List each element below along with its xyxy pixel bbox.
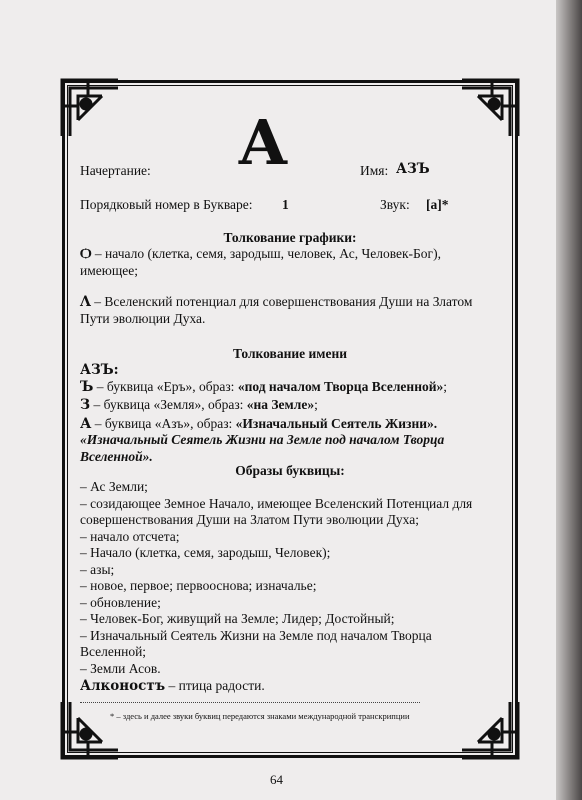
alkonost-text: – птица радости. [165, 678, 265, 693]
graphic-item2-text2: Пути эволюции Духа. [80, 310, 206, 326]
yer-image: «под началом Творца Вселенной» [237, 378, 444, 394]
sound-value: [а]* [426, 197, 449, 212]
zemlya-image: «на Земле» [246, 397, 315, 412]
name-word: АЗЪ: [80, 362, 119, 378]
images-line: – созидающее Земное Начало, имеющее Вселенский Потенциал для [80, 495, 473, 511]
alkonost-word: Алконостъ [80, 678, 166, 694]
graphics-item-1 [80, 246, 500, 279]
number-value: 1 [282, 197, 289, 212]
images-line: совершенствования Души на Златом Пути эволюции Духа; [80, 512, 419, 527]
graphics-heading: Толкование графики: [223, 230, 357, 245]
graphic-item2-text: – Вселенский потенциал для совершенствования Души на Златом [90, 294, 473, 309]
images-heading: Образы буквицы: [235, 463, 345, 478]
images-line: – новое, первое; первооснова; изначалье; [80, 578, 317, 593]
corner-ornament-top-left [58, 76, 122, 140]
zemlya-glyph: З [80, 397, 91, 413]
name-summary-line1: «Изначальный Сеятель Жизни на Земле под началом Творца [80, 432, 445, 447]
images-line: – Человек-Бог, живущий на Земле; Лидер; Достойный; [80, 611, 395, 626]
footnote-text: * – здесь и далее звуки буквиц передаются знаками международной транскрипции [110, 711, 410, 721]
number-label: Порядковый номер в Букваре: [80, 197, 253, 212]
images-list [80, 479, 500, 677]
corner-ornament-bottom-left [58, 698, 122, 762]
name-value: АЗЪ [396, 161, 430, 177]
images-line: – Изначальный Сеятель Жизни на Земле под началом Творца [80, 627, 432, 643]
corner-ornament-top-right [458, 76, 522, 140]
footnote-divider [80, 702, 420, 703]
images-line: – Ас Земли; [80, 479, 148, 494]
az-text: – буквица «Азъ», образ: [91, 415, 236, 431]
corner-ornament-bottom-right [458, 698, 522, 762]
yer-text: – буквица «Еръ», образ: [93, 378, 238, 394]
graphic-glyph-circle: Ѻ [80, 246, 92, 262]
sound-label: Звук: [380, 197, 410, 212]
graphic-item1-text2: имеющее; [80, 262, 138, 278]
images-line: – Начало (клетка, семя, зародыш, Человек); [80, 545, 331, 560]
letter-drop-glyph: А [237, 106, 289, 179]
yer-glyph: Ъ [80, 378, 94, 395]
az-glyph: А [80, 415, 92, 432]
images-line: – азы; [80, 561, 115, 577]
page-number: 64 [270, 772, 283, 787]
zemlya-end: ; [314, 397, 318, 412]
images-line: – обновление; [80, 594, 161, 610]
alkonost-line [80, 678, 500, 695]
az-image: «Изначальный Сеятель Жизни». [235, 415, 438, 431]
name-interp-block [80, 362, 500, 465]
graphic-item1-text: – начало (клетка, семя, зародыш, человек, Ас, Человек-Бог), [91, 246, 441, 261]
name-label: Имя: [360, 163, 389, 178]
name-summary-line2: Вселенной». [80, 448, 153, 464]
images-line: – начало отсчета; [80, 528, 180, 544]
yer-end: ; [443, 378, 448, 394]
graphics-item-2 [80, 294, 500, 327]
name-interp-heading: Толкование имени [232, 346, 348, 361]
zemlya-text: – буквица «Земля», образ: [90, 397, 247, 412]
page-edge-shadow [556, 0, 582, 800]
images-line: Вселенной; [80, 644, 147, 659]
images-line: – Земли Асов. [80, 660, 161, 676]
nachertanie-label: Начертание: [80, 163, 151, 178]
graphic-glyph-lambda: Ʌ [80, 294, 91, 310]
